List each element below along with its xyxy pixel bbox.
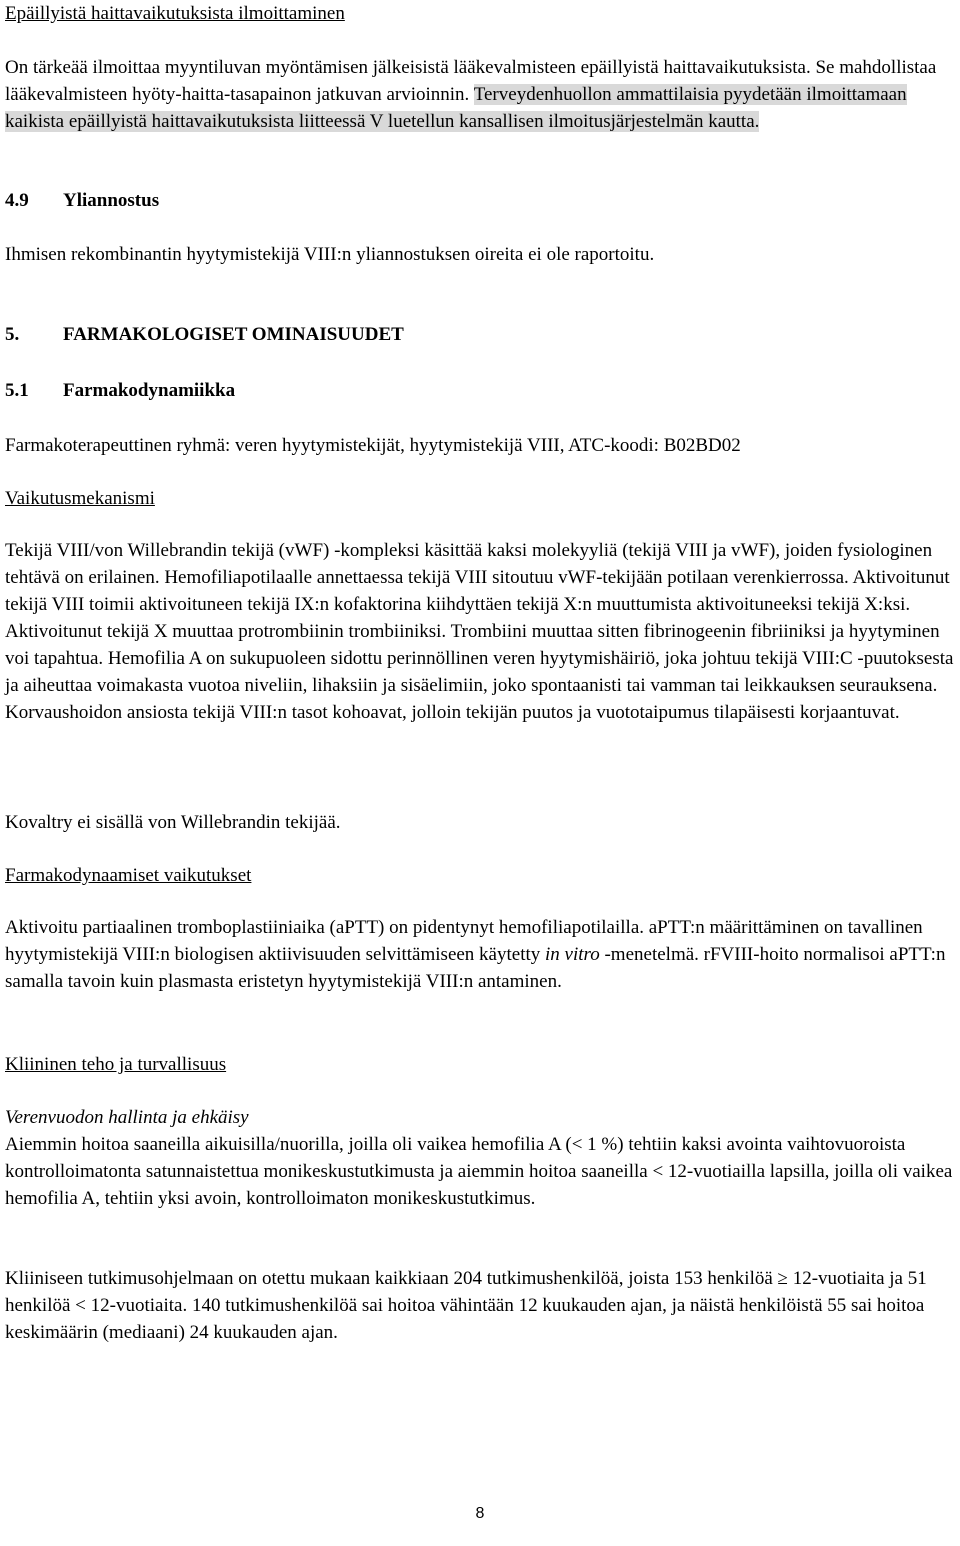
- pharmacotherapeutic-group: Farmakoterapeuttinen ryhmä: veren hyytymistekijät, hyytymistekijä VIII, ATC-koodi: B02BD02: [5, 435, 741, 456]
- clinical-heading: Kliininen teho ja turvallisuus: [5, 1054, 227, 1075]
- adverse-reporting-paragraph: [5, 54, 955, 135]
- no-vwf-text: Kovaltry ei sisällä von Willebrandin tekijää.: [5, 812, 341, 833]
- overdose-text: Ihmisen rekombinantin hyytymistekijä VIII:n yliannostuksen oireita ei ole raportoitu.: [5, 244, 655, 265]
- bleeding-heading: Verenvuodon hallinta ja ehkäisy: [5, 1107, 249, 1128]
- section-title: Yliannostus: [63, 190, 160, 211]
- mechanism-text: Tekijä VIII/von Willebrandin tekijä (vWF) -kompleksi käsittää kaksi molekyyliä (tekijä VIII ja vWF), joiden fysiologinen tehtävä on erilainen. Hemofiliapotilaalle annettaessa tekijä VIII sitoutuu vWF-tekijään potilaan verenkierrossa. Aktivoitunut tekijä VIII toimii aktivoituneen tekijä IX:n kofaktorina kiihdyttäen tekijä X:n muuttumista aktivoituneeksi tekijä X:ksi. Aktivoitunut tekijä X muuttaa protrombiinin trombiiniksi. Trombiini muuttaa sitten fibrinogeenin fibriiniksi ja hyytyminen voi tapahtua. Hemofilia A on sukupuoleen sidottu perinnöllinen veren hyytymishäiriö, joka johtuu tekijä VIII:C -puutoksesta ja aiheuttaa voimakasta vuotoa niveliin, lihaksiin ja sisäelimiin, joko spontaanisti tai vamman tai leikkauksen seurauksena. Korvaushoidon ansiosta tekijä VIII:n tasot kohoavat, jolloin tekijän puutos ja vuototaipumus tilapäisesti korjaantuvat.: [5, 540, 954, 723]
- pd-text-part-2: -menetelmä. rFVIII-hoito normalisoi aPTT:n samalla tavoin kuin plasmasta eristetyn hyytymistekijä VIII:n antaminen.: [5, 944, 946, 992]
- bleeding-text: Aiemmin hoitoa saaneilla aikuisilla/nuorilla, joilla oli vaikea hemofilia A (< 1 %) tehtiin kaksi avointa vaihtovuoroista kontrolloimatonta satunnaistettua monikeskustutkimusta ja aiemmin hoitoa saaneilla < 12-vuotiailla lapsilla, joilla oli vaikea hemofilia A, tehtiin yksi avoin, kontrolloimaton monikeskustutkimus.: [5, 1134, 953, 1209]
- page-number: 8: [475, 1505, 485, 1522]
- adverse-reporting-text: On tärkeää ilmoittaa myyntiluvan myöntämisen jälkeisistä lääkevalmisteen epäillyistä haittavaikutuksista. Se mahdollistaa lääkevalmisteen hyöty-haitta-tasapainon jatkuvan arvioinnin.: [5, 57, 937, 105]
- pd-text-italic: in vitro: [545, 944, 600, 965]
- section-5-heading: [5, 321, 955, 348]
- adverse-reporting-highlight: Terveydenhuollon ammattilaisia pyydetään ilmoittamaan kaikista epäillyistä haittavaikutuksista liitteessä V luetellun kansallisen ilmoitusjärjestelmän kautta.: [5, 84, 907, 132]
- section-number: 5.1: [5, 380, 29, 401]
- pd-text-part-1: Aktivoitu partiaalinen tromboplastiiniaika (aPTT) on pidentynyt hemofiliapotilailla. aPTT:n määrittäminen on tavallinen hyytymistekijä VIII:n biologisen aktiivisuuden selvittämiseen käytetty: [5, 917, 923, 965]
- section-number: 4.9: [5, 190, 29, 211]
- mechanism-heading: Vaikutusmekanismi: [5, 488, 155, 509]
- section-4-9-heading: [5, 187, 955, 214]
- section-title: Farmakodynamiikka: [63, 380, 236, 401]
- adverse-reporting-title: Epäillyistä haittavaikutuksista ilmoittaminen: [5, 3, 345, 24]
- section-title: FARMAKOLOGISET OMINAISUUDET: [63, 324, 404, 345]
- pharmacodynamic-text: [5, 914, 955, 995]
- pharmacodynamic-heading: Farmakodynaamiset vaikutukset: [5, 865, 252, 886]
- section-number: 5.: [5, 324, 20, 345]
- program-text: Kliiniseen tutkimusohjelmaan on otettu mukaan kaikkiaan 204 tutkimushenkilöä, joista 153 henkilöä ≥ 12-vuotiaita ja 51 henkilöä < 12-vuotiaita. 140 tutkimushenkilöä sai hoitoa vähintään 12 kuukauden ajan, ja näistä henkilöistä 55 sai hoitoa keskimäärin (mediaani) 24 kuukauden ajan.: [5, 1268, 927, 1343]
- section-5-1-heading: [5, 377, 955, 404]
